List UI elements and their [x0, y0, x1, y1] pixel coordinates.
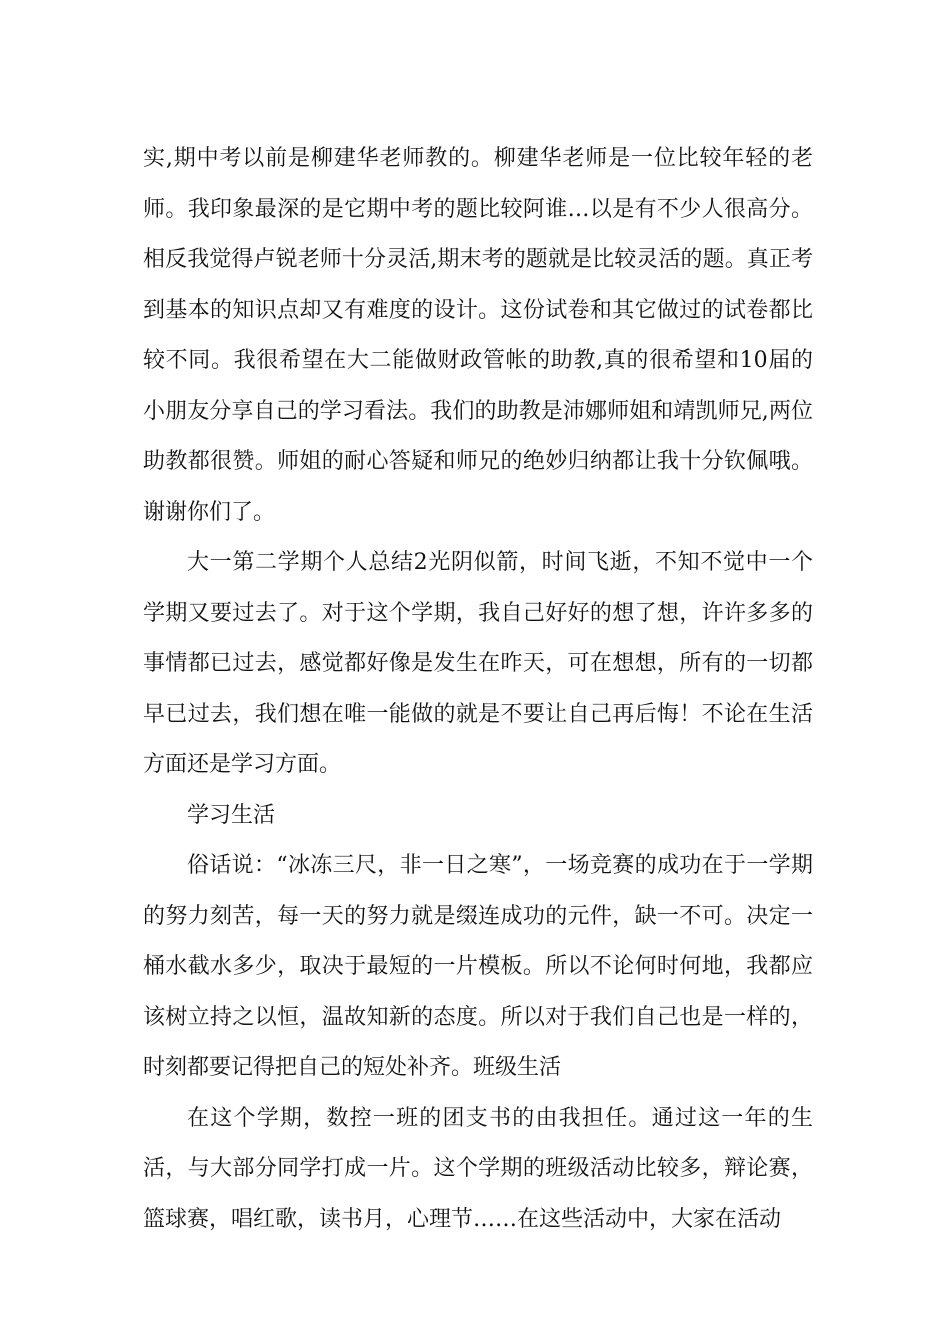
document-body: [143, 134, 813, 1245]
section-heading-study-life: 学习生活: [187, 802, 276, 828]
paragraph-3: 俗话说：“冰冻三尺，非一日之寒”，一场竞赛的成功在于一学期的努力刻苦，每一天的努力就是缀连成功的元件，缺一不可。决定一桶水截水多少，取决于最短的一片模板。所以不论何时何地，我都应该树立持之以恒，温故知新的态度。所以对于我们自己也是一样的，时刻都要记得把自己的短处补齐。班级生活: [143, 853, 813, 1080]
paragraph-1: 实,期中考以前是柳建华老师教的。柳建华老师是一位比较年轻的老师。我印象最深的是它期中考的题比较阿谁…以是有不少人很高分。相反我觉得卢锐老师十分灵活,期末考的题就是比较灵活的题。真正考到基本的知识点却又有难度的设计。这份试卷和其它做过的试卷都比较不同。我很希望在大二能做财政管帐的助教,真的很希望和10届的小朋友分享自己的学习看法。我们的助教是沛娜师姐和靖凯师兄,两位助教都很赞。师姐的耐心答疑和师兄的绝妙归纳都让我十分钦佩哦。谢谢你们了。: [143, 146, 813, 525]
paragraph-4: 在这个学期，数控一班的团支书的由我担任。通过这一年的生活，与大部分同学打成一片。这个学期的班级活动比较多，辩论赛，篮球赛，唱红歌，读书月，心理节……在这些活动中，大家在活动: [143, 1105, 813, 1232]
paragraph-2: 大一第二学期个人总结2光阴似箭，时间飞逝，不知不觉中一个学期又要过去了。对于这个学期，我自己好好的想了想，许许多多的事情都已过去，感觉都好像是发生在昨天，可在想想，所有的一切都早已过去，我们想在唯一能做的就是不要让自己再后悔！不论在生活方面还是学习方面。: [143, 550, 813, 777]
